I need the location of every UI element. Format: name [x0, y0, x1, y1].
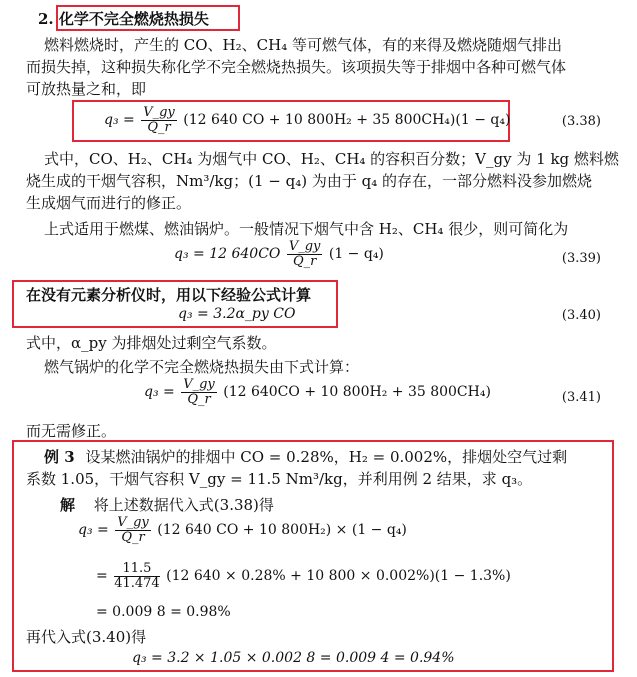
step2-den: 41.474	[114, 575, 160, 591]
equation-3-38	[104, 106, 510, 134]
def-line-3: 生成烟气而进行的修正。	[26, 194, 192, 212]
solution-line	[60, 494, 274, 515]
eq-3-38-num: V_gy	[143, 105, 175, 120]
step1-lhs: q₃ =	[78, 522, 109, 539]
example-label: 例 3	[44, 448, 75, 466]
solution-step-3: = 0.009 8 = 0.98%	[96, 604, 231, 620]
no-correction-text: 而无需修正。	[26, 422, 117, 440]
eq-3-38-fraction	[141, 106, 177, 134]
eq-number-3-38: (3.38)	[561, 114, 601, 129]
solution-text: 将上述数据代入式(3.38)得	[93, 496, 274, 514]
gas-boiler-text: 燃气锅炉的化学不完全燃烧热损失由下式计算：	[44, 358, 360, 376]
step1-den: Q_r	[121, 529, 145, 545]
intro-line-1: 燃料燃烧时，产生的 CO、H₂、CH₄ 等可燃气体，有的来得及燃烧随烟气排出	[44, 36, 562, 54]
simplify-text: 上式适用于燃煤、燃油锅炉。一般情况下烟气中含 H₂、CH₄ 很少，则可简化为	[44, 220, 569, 238]
solution-step-1	[78, 516, 407, 544]
eq-3-39-num: V_gy	[288, 239, 321, 254]
final-result: q₃ = 3.2 × 1.05 × 0.002 8 = 0.009 4 = 0.94%	[132, 650, 455, 666]
equation-3-39	[174, 240, 384, 268]
section-title: 化学不完全燃烧热损失	[58, 10, 209, 28]
eq-3-39-rhs: (1 − q₄)	[328, 246, 384, 263]
step1-rhs: (12 640 CO + 10 800H₂) × (1 − q₄)	[157, 522, 407, 539]
intro-line-2: 而损失掉，这种损失称化学不完全燃烧热损失。该项损失等于排烟中各种可燃气体	[26, 58, 567, 76]
eq-3-41-num: V_gy	[183, 377, 215, 392]
equation-3-40: q₃ = 3.2α_py CO	[178, 306, 296, 322]
eq-3-38-den: Q_r	[147, 119, 171, 135]
no-analyzer-text: 在没有元素分析仪时，用以下经验公式计算	[26, 286, 312, 304]
eq-number-3-39: (3.39)	[561, 251, 601, 266]
solution-label: 解	[60, 496, 76, 514]
eq-3-41-fraction	[181, 378, 217, 406]
eq-3-41-rhs: (12 640CO + 10 800H₂ + 35 800CH₄)	[223, 384, 491, 401]
solution-step-2	[96, 562, 511, 590]
eq-3-38-lhs: q₃ =	[104, 112, 135, 129]
step1-fraction	[115, 516, 151, 544]
step2-eq: =	[96, 568, 108, 585]
eq-3-41-den: Q_r	[187, 391, 211, 407]
eq-3-39-lhs: q₃ = 12 640CO	[174, 246, 281, 263]
def-line-2: 烧生成的干烟气容积，Nm³/kg；(1 − q₄) 为由于 q₄ 的存在，一部分燃料没参加燃烧	[26, 172, 592, 190]
def-line-1: 式中，CO、H₂、CH₄ 为烟气中 CO、H₂、CH₄ 的容积百分数；V_gy 为 1 kg 燃料燃	[44, 150, 619, 168]
eq-3-39-den: Q_r	[292, 253, 317, 269]
alpha-definition: 式中，α_py 为排烟处过剩空气系数。	[26, 334, 277, 352]
example-text-1: 设某燃油锅炉的排烟中 CO = 0.28%，H₂ = 0.002%，排烟处空气过剩	[85, 448, 568, 466]
step2-num: 11.5	[114, 562, 160, 577]
eq-3-39-fraction	[287, 240, 323, 268]
substitute-again-text: 再代入式(3.40)得	[26, 628, 147, 646]
highlight-box-title	[56, 5, 240, 31]
intro-line-3: 可放热量之和，即	[26, 80, 147, 98]
example-line-2: 系数 1.05，干烟气容积 V_gy = 11.5 Nm³/kg，并利用例 2 结果，求 q₃。	[26, 470, 533, 488]
eq-3-41-lhs: q₃ =	[144, 384, 175, 401]
eq-number-3-41: (3.41)	[561, 390, 601, 405]
step2-rhs: (12 640 × 0.28% + 10 800 × 0.002%)(1 − 1.3%)	[166, 568, 511, 585]
eq-3-38-rhs: (12 640 CO + 10 800H₂ + 35 800CH₄)(1 − q₄)	[183, 112, 511, 129]
eq-number-3-40: (3.40)	[561, 308, 601, 323]
step2-fraction	[114, 562, 160, 590]
equation-3-41	[144, 378, 491, 406]
example-line-1	[44, 446, 567, 467]
section-number: 2.	[38, 10, 54, 28]
step1-num: V_gy	[117, 515, 149, 530]
